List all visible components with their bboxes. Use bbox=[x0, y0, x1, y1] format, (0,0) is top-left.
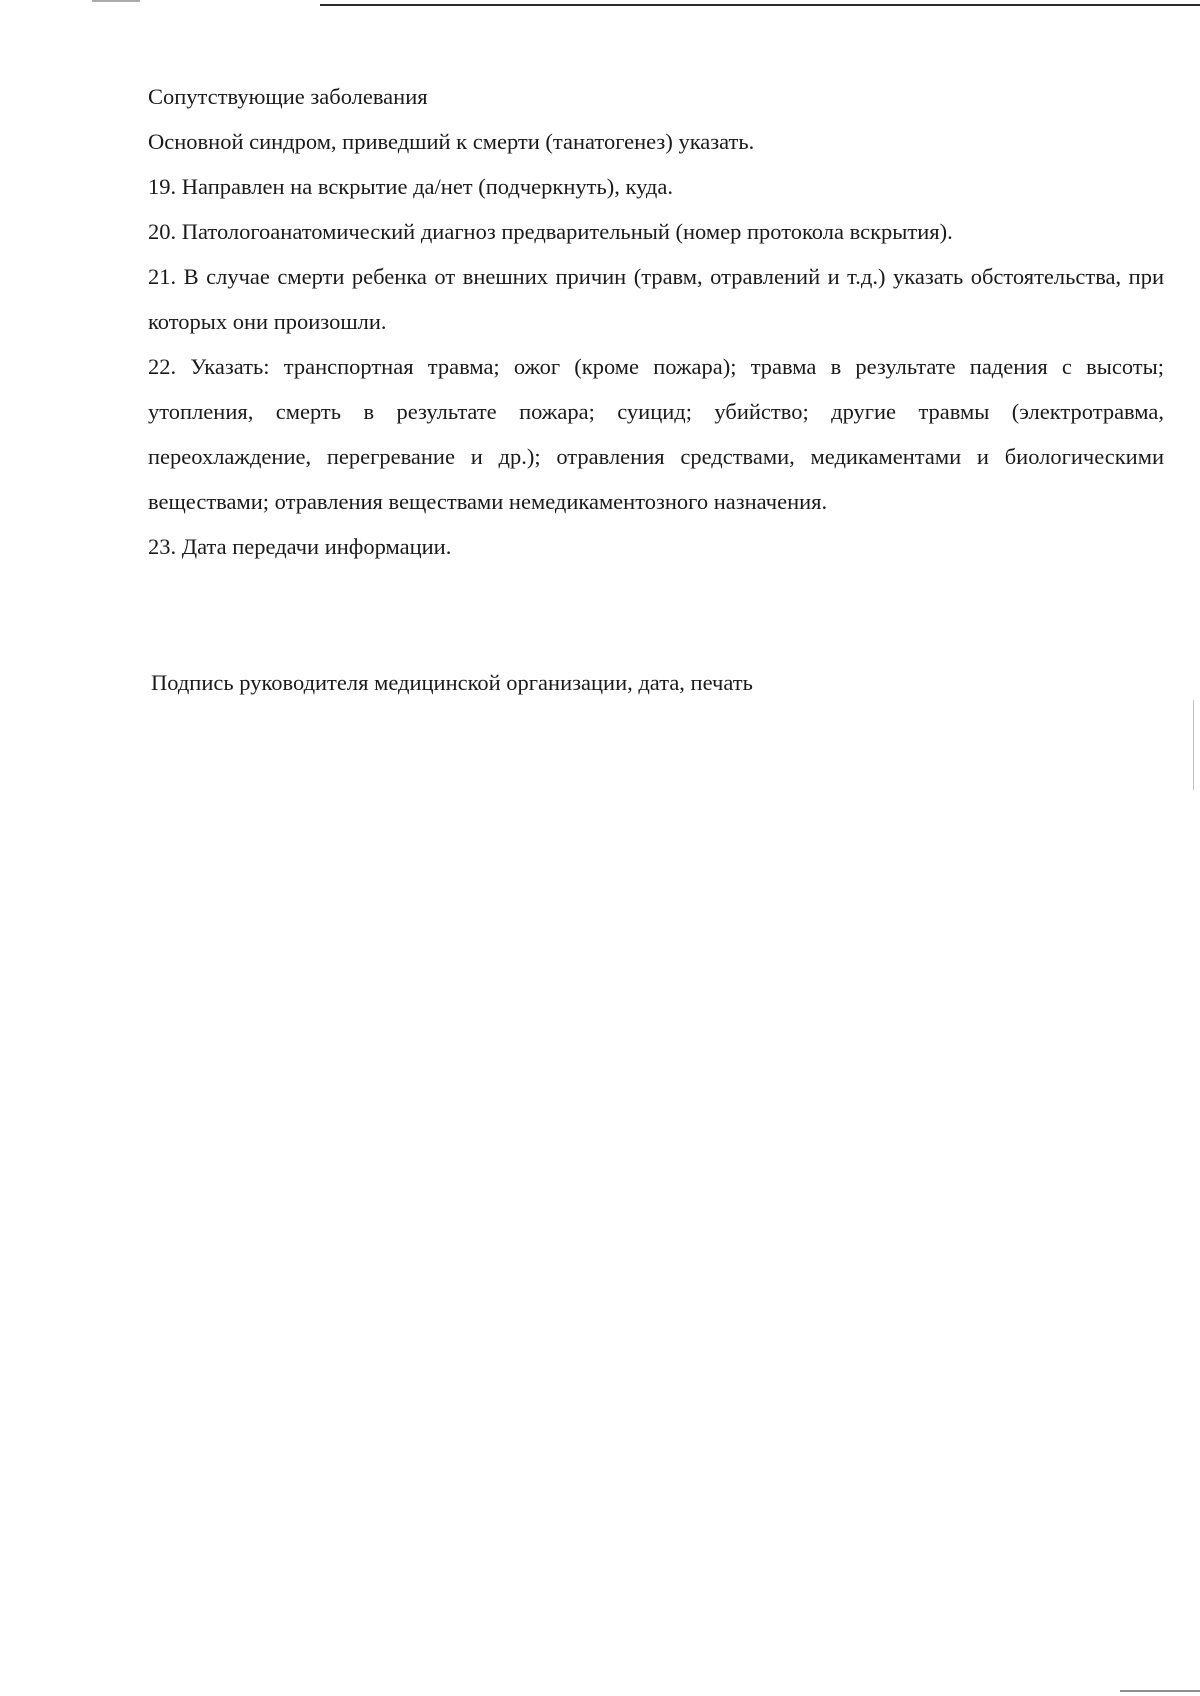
document-body bbox=[148, 74, 1164, 569]
item-19-autopsy-referral: 19. Направлен на вскрытие да/нет (подчеркнуть), куда. bbox=[148, 174, 673, 199]
item-20-preliminary-diagnosis: 20. Патологоанатомический диагноз предварительный (номер протокола вскрытия). bbox=[148, 219, 953, 244]
main-syndrome-line: Основной синдром, приведший к смерти (танатогенез) указать. bbox=[148, 129, 755, 154]
scan-artifact-top-rule bbox=[320, 4, 1200, 6]
item-23-transfer-date: 23. Дата передачи информации. bbox=[148, 534, 452, 559]
comorbidities-line: Сопутствующие заболевания bbox=[148, 84, 428, 109]
signature-label: Подпись руководителя медицинской организации, дата, печать bbox=[151, 670, 753, 695]
scan-artifact-right-edge bbox=[1193, 700, 1194, 790]
item-21-external-causes: 21. В случае смерти ребенка от внешних причин (травм, отравлений и т.д.) указать обстоятельства, при которых они произошли. bbox=[148, 264, 1164, 334]
scan-artifact-bottom-right bbox=[1120, 1690, 1200, 1692]
item-22-injury-types: 22. Указать: транспортная травма; ожог (кроме пожара); травма в результате падения с высоты; утопления, смерть в результате пожара; суицид; убийство; другие травмы (электротравма, переохлаждение, перегревание и др.); отравления средствами, медикаментами и биологическими веществами; отравления веществами немедикаментозного назначения. bbox=[148, 354, 1164, 514]
scan-artifact-top-left bbox=[92, 0, 140, 2]
